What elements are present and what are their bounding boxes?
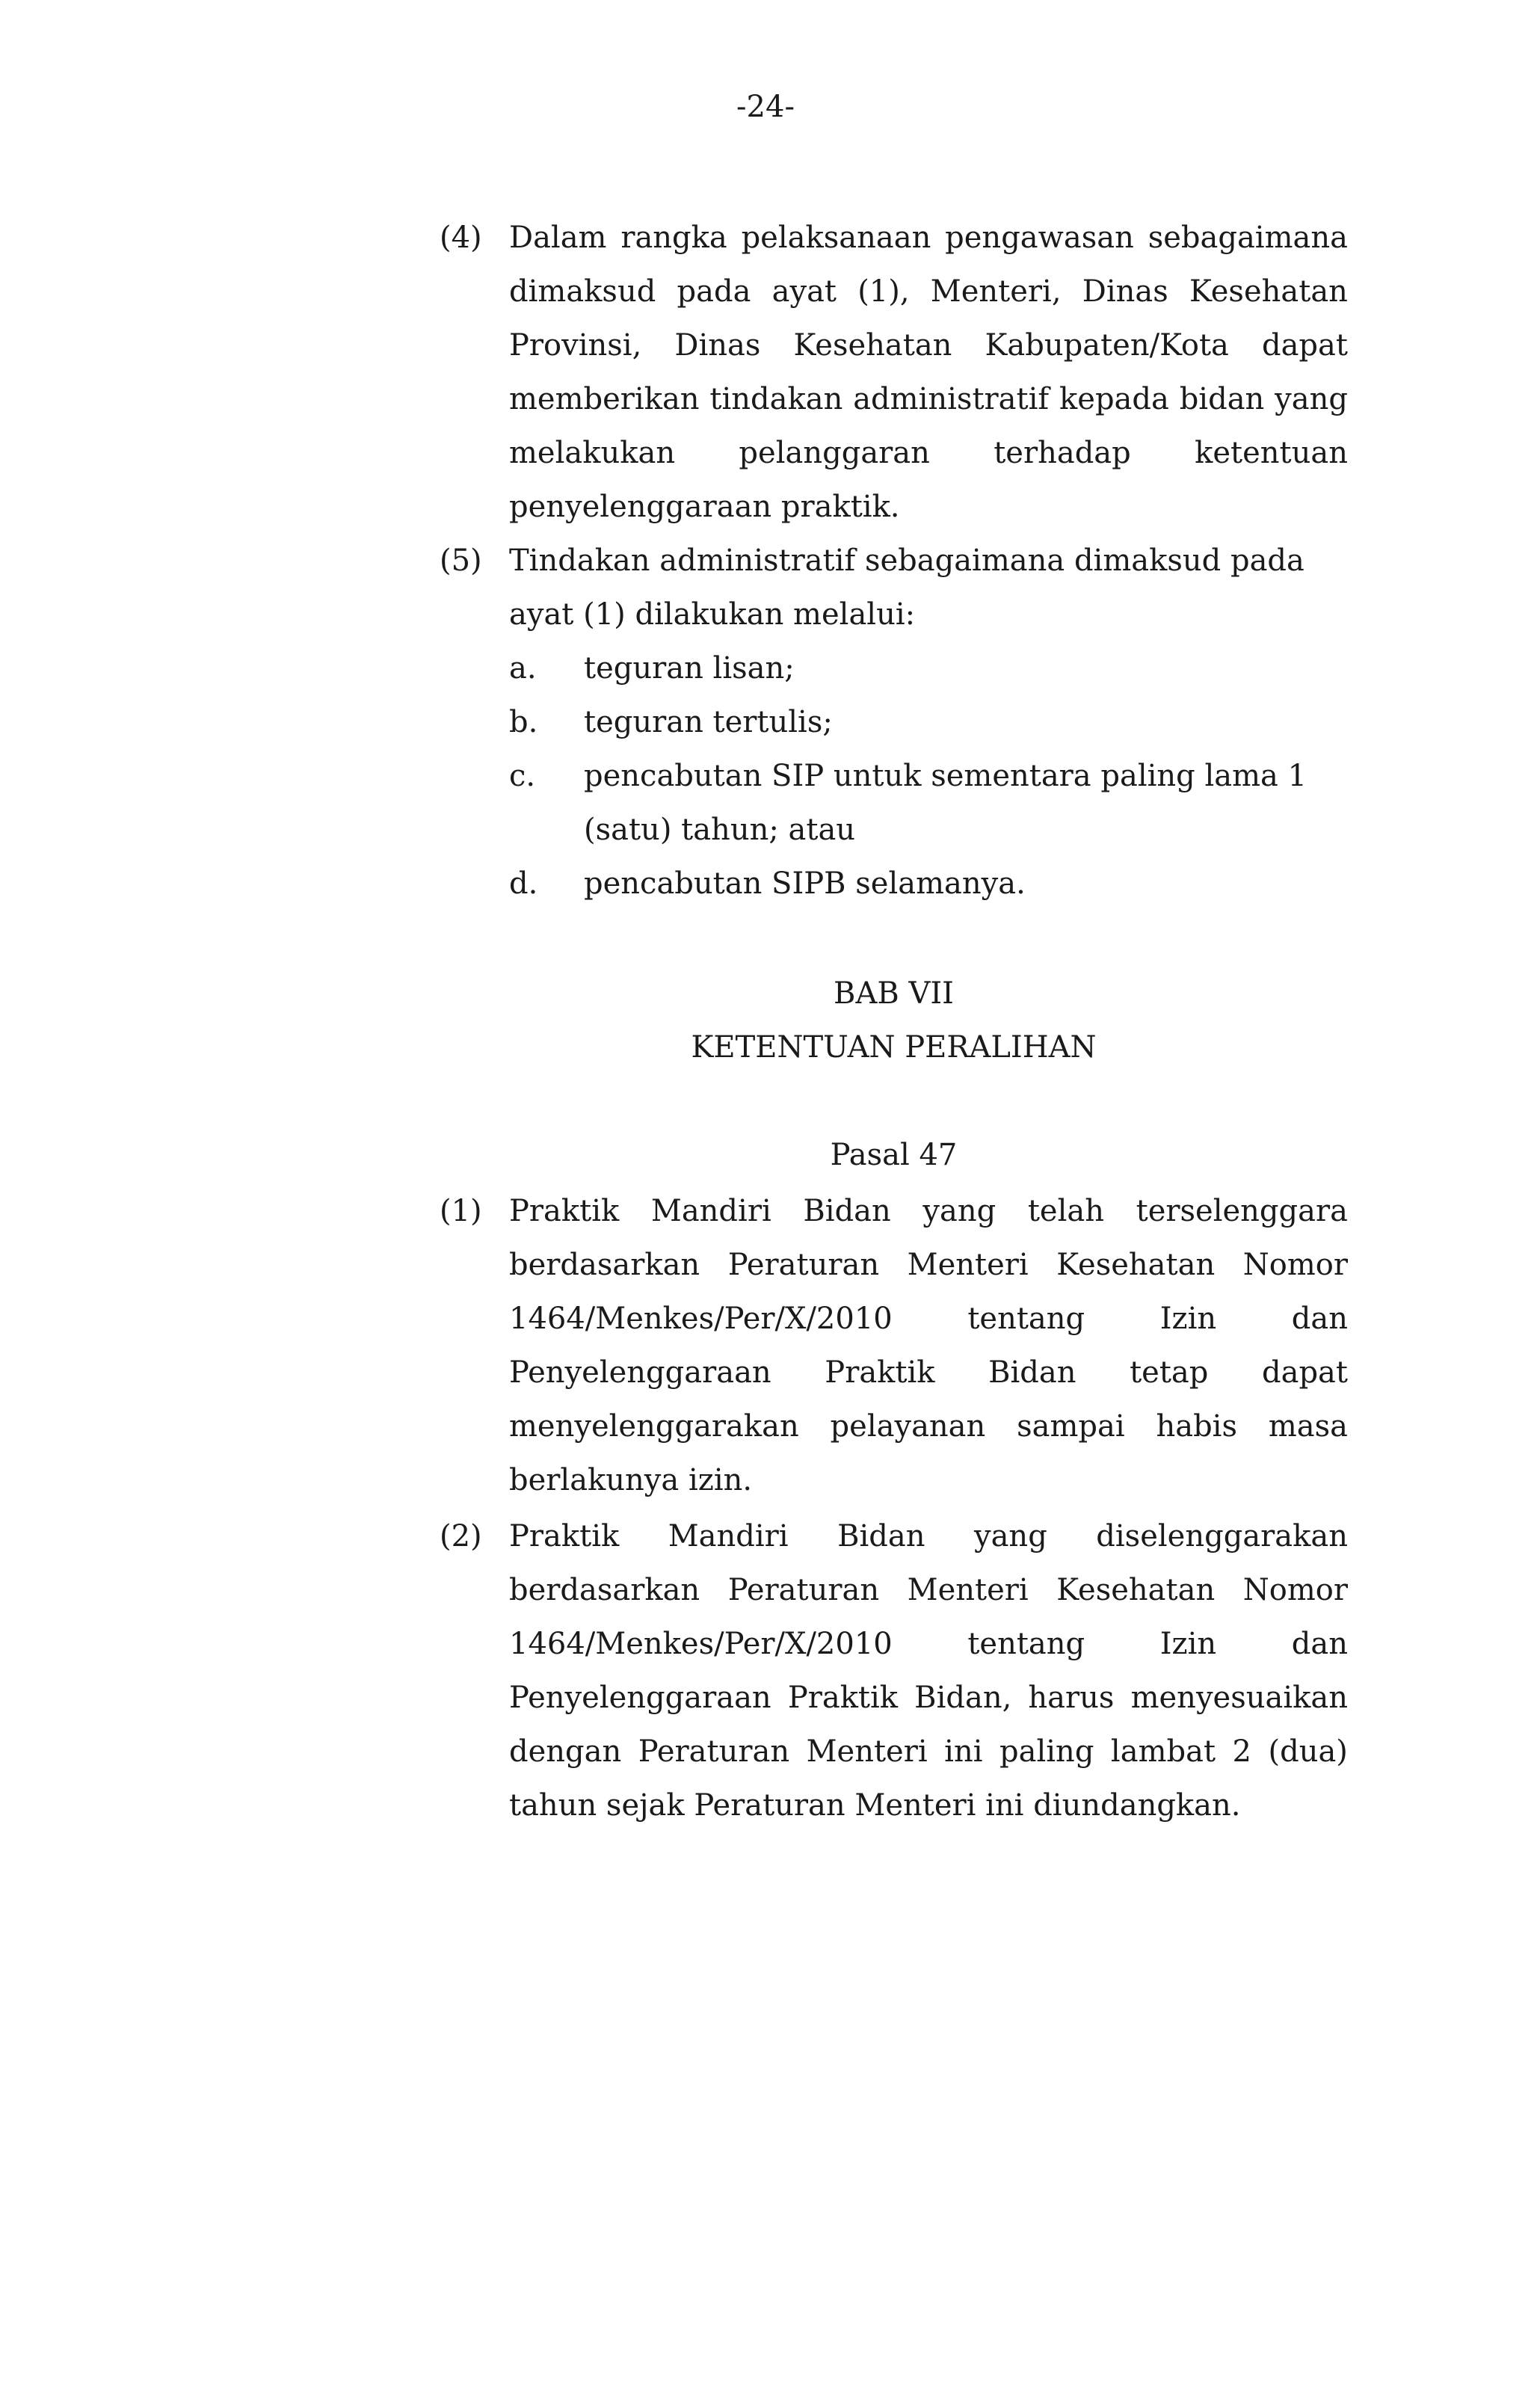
word: Dinas bbox=[1082, 274, 1168, 309]
word: Izin bbox=[1159, 1302, 1217, 1336]
word: sebagaimana bbox=[1148, 221, 1348, 255]
paragraph-body bbox=[509, 534, 1348, 641]
text-line: pencabutan SIPB selamanya. bbox=[584, 866, 1026, 901]
word: Kesehatan bbox=[793, 328, 952, 363]
text-line: (satu) tahun; atau bbox=[584, 813, 856, 847]
text-line: penyelenggaraan praktik. bbox=[509, 490, 900, 524]
text-line bbox=[509, 211, 1348, 265]
word: yang bbox=[922, 1194, 996, 1228]
word: ini bbox=[944, 1734, 983, 1769]
word: tentang bbox=[967, 1302, 1085, 1336]
word: Menteri, bbox=[930, 274, 1062, 309]
word: kepada bbox=[1059, 382, 1169, 416]
text-line bbox=[509, 265, 1348, 318]
word: tetap bbox=[1130, 1355, 1209, 1390]
list-letter: b. bbox=[509, 705, 538, 739]
word: Dinas bbox=[674, 328, 761, 363]
text-line bbox=[509, 1671, 1348, 1725]
word: Praktik bbox=[509, 1194, 620, 1228]
word: telah bbox=[1027, 1194, 1104, 1228]
word: Penyelenggaraan bbox=[509, 1681, 771, 1715]
word: Nomor bbox=[1242, 1248, 1348, 1282]
paragraph-number: (4) bbox=[440, 221, 482, 255]
word: Bidan, bbox=[914, 1681, 1012, 1715]
text-line bbox=[509, 1184, 1348, 1238]
word: terhadap bbox=[994, 436, 1131, 470]
word: Menteri bbox=[806, 1734, 928, 1769]
list-text bbox=[584, 749, 1348, 857]
paragraph-body bbox=[509, 1184, 1348, 1507]
word: administratif bbox=[853, 382, 1050, 416]
text-line: pencabutan SIP untuk sementara paling lama 1 bbox=[584, 759, 1307, 793]
word: ketentuan bbox=[1195, 436, 1348, 470]
text-line: teguran tertulis; bbox=[584, 705, 833, 739]
word: Praktik bbox=[509, 1519, 620, 1554]
word: Menteri bbox=[907, 1248, 1029, 1282]
paragraph-body bbox=[509, 1509, 1348, 1832]
word: diselenggarakan bbox=[1096, 1519, 1348, 1554]
text-line bbox=[509, 1725, 1348, 1779]
word: pelanggaran bbox=[739, 436, 930, 470]
word: Peraturan bbox=[727, 1248, 880, 1282]
word: dimaksud bbox=[509, 274, 656, 309]
word: terselenggara bbox=[1136, 1194, 1348, 1228]
word: Menteri bbox=[907, 1573, 1029, 1607]
word: Kabupaten/Kota bbox=[985, 328, 1229, 363]
chapter-subtitle: KETENTUAN PERALIHAN bbox=[691, 1030, 1097, 1065]
list-text bbox=[584, 641, 1348, 695]
word: Kesehatan bbox=[1189, 274, 1348, 309]
text-line bbox=[509, 1617, 1348, 1671]
word: dapat bbox=[1261, 1355, 1348, 1390]
word: Mandiri bbox=[668, 1519, 789, 1554]
chapter-title: BAB VII bbox=[834, 976, 954, 1011]
text-line bbox=[509, 1399, 1348, 1453]
word: memberikan bbox=[509, 382, 700, 416]
word: Bidan bbox=[837, 1519, 925, 1554]
word: Izin bbox=[1159, 1627, 1217, 1661]
word: Nomor bbox=[1242, 1573, 1348, 1607]
word: sampai bbox=[1017, 1409, 1125, 1444]
word: Mandiri bbox=[650, 1194, 771, 1228]
list-letter: c. bbox=[509, 759, 536, 793]
word: Praktik bbox=[787, 1681, 899, 1715]
page-number: -24- bbox=[736, 90, 795, 124]
word: berdasarkan bbox=[509, 1573, 700, 1607]
text-line bbox=[509, 1509, 1348, 1563]
word: yang bbox=[973, 1519, 1047, 1554]
text-line: tahun sejak Peraturan Menteri ini diundangkan. bbox=[509, 1788, 1241, 1823]
word: pengawasan bbox=[945, 221, 1134, 255]
word: harus bbox=[1028, 1681, 1115, 1715]
word: lambat bbox=[1110, 1734, 1216, 1769]
word: Praktik bbox=[825, 1355, 935, 1390]
word: ayat bbox=[771, 274, 837, 309]
word: melakukan bbox=[509, 436, 676, 470]
article-title: Pasal 47 bbox=[830, 1138, 958, 1172]
word: pada bbox=[677, 274, 751, 309]
text-line: ayat (1) dilakukan melalui: bbox=[509, 597, 916, 632]
list-text bbox=[584, 695, 1348, 749]
list-text bbox=[584, 857, 1348, 911]
word: pelayanan bbox=[830, 1409, 986, 1444]
word: Kesehatan bbox=[1056, 1573, 1216, 1607]
text-line: berlakunya izin. bbox=[509, 1463, 753, 1497]
text-line bbox=[509, 1346, 1348, 1399]
word: dapat bbox=[1261, 328, 1348, 363]
word: 1464/Menkes/Per/X/2010 bbox=[509, 1302, 893, 1336]
text-line bbox=[509, 1292, 1348, 1346]
word: (1), bbox=[857, 274, 910, 309]
paragraph-number: (1) bbox=[440, 1194, 482, 1228]
word: pelaksanaan bbox=[741, 221, 931, 255]
text-line bbox=[509, 1238, 1348, 1292]
text-line: Tindakan administratif sebagaimana dimaksud pada bbox=[509, 544, 1304, 578]
word: berdasarkan bbox=[509, 1248, 700, 1282]
word: Bidan bbox=[988, 1355, 1076, 1390]
text-line bbox=[509, 426, 1348, 480]
word: dan bbox=[1291, 1627, 1348, 1661]
list-letter: a. bbox=[509, 651, 537, 686]
word: habis bbox=[1156, 1409, 1238, 1444]
paragraph-body bbox=[509, 211, 1348, 534]
word: masa bbox=[1268, 1409, 1348, 1444]
word: Bidan bbox=[803, 1194, 891, 1228]
word: Peraturan bbox=[727, 1573, 880, 1607]
word: rangka bbox=[620, 221, 727, 255]
word: (dua) bbox=[1268, 1734, 1348, 1769]
word: Provinsi, bbox=[509, 328, 642, 363]
text-line bbox=[509, 372, 1348, 426]
word: bidan bbox=[1179, 382, 1265, 416]
word: yang bbox=[1275, 382, 1348, 416]
list-letter: d. bbox=[509, 866, 538, 901]
word: paling bbox=[999, 1734, 1094, 1769]
word: menyelenggarakan bbox=[509, 1409, 799, 1444]
word: Peraturan bbox=[638, 1734, 790, 1769]
word: tentang bbox=[967, 1627, 1085, 1661]
word: dan bbox=[1291, 1302, 1348, 1336]
word: menyesuaikan bbox=[1130, 1681, 1348, 1715]
word: 2 bbox=[1232, 1734, 1251, 1769]
word: 1464/Menkes/Per/X/2010 bbox=[509, 1627, 893, 1661]
text-line bbox=[509, 318, 1348, 372]
paragraph-number: (5) bbox=[440, 544, 482, 578]
word: Dalam bbox=[509, 221, 607, 255]
text-line: teguran lisan; bbox=[584, 651, 795, 686]
text-line bbox=[509, 1563, 1348, 1617]
word: Kesehatan bbox=[1056, 1248, 1216, 1282]
word: tindakan bbox=[709, 382, 843, 416]
paragraph-number: (2) bbox=[440, 1519, 482, 1554]
word: Penyelenggaraan bbox=[509, 1355, 771, 1390]
word: dengan bbox=[509, 1734, 622, 1769]
